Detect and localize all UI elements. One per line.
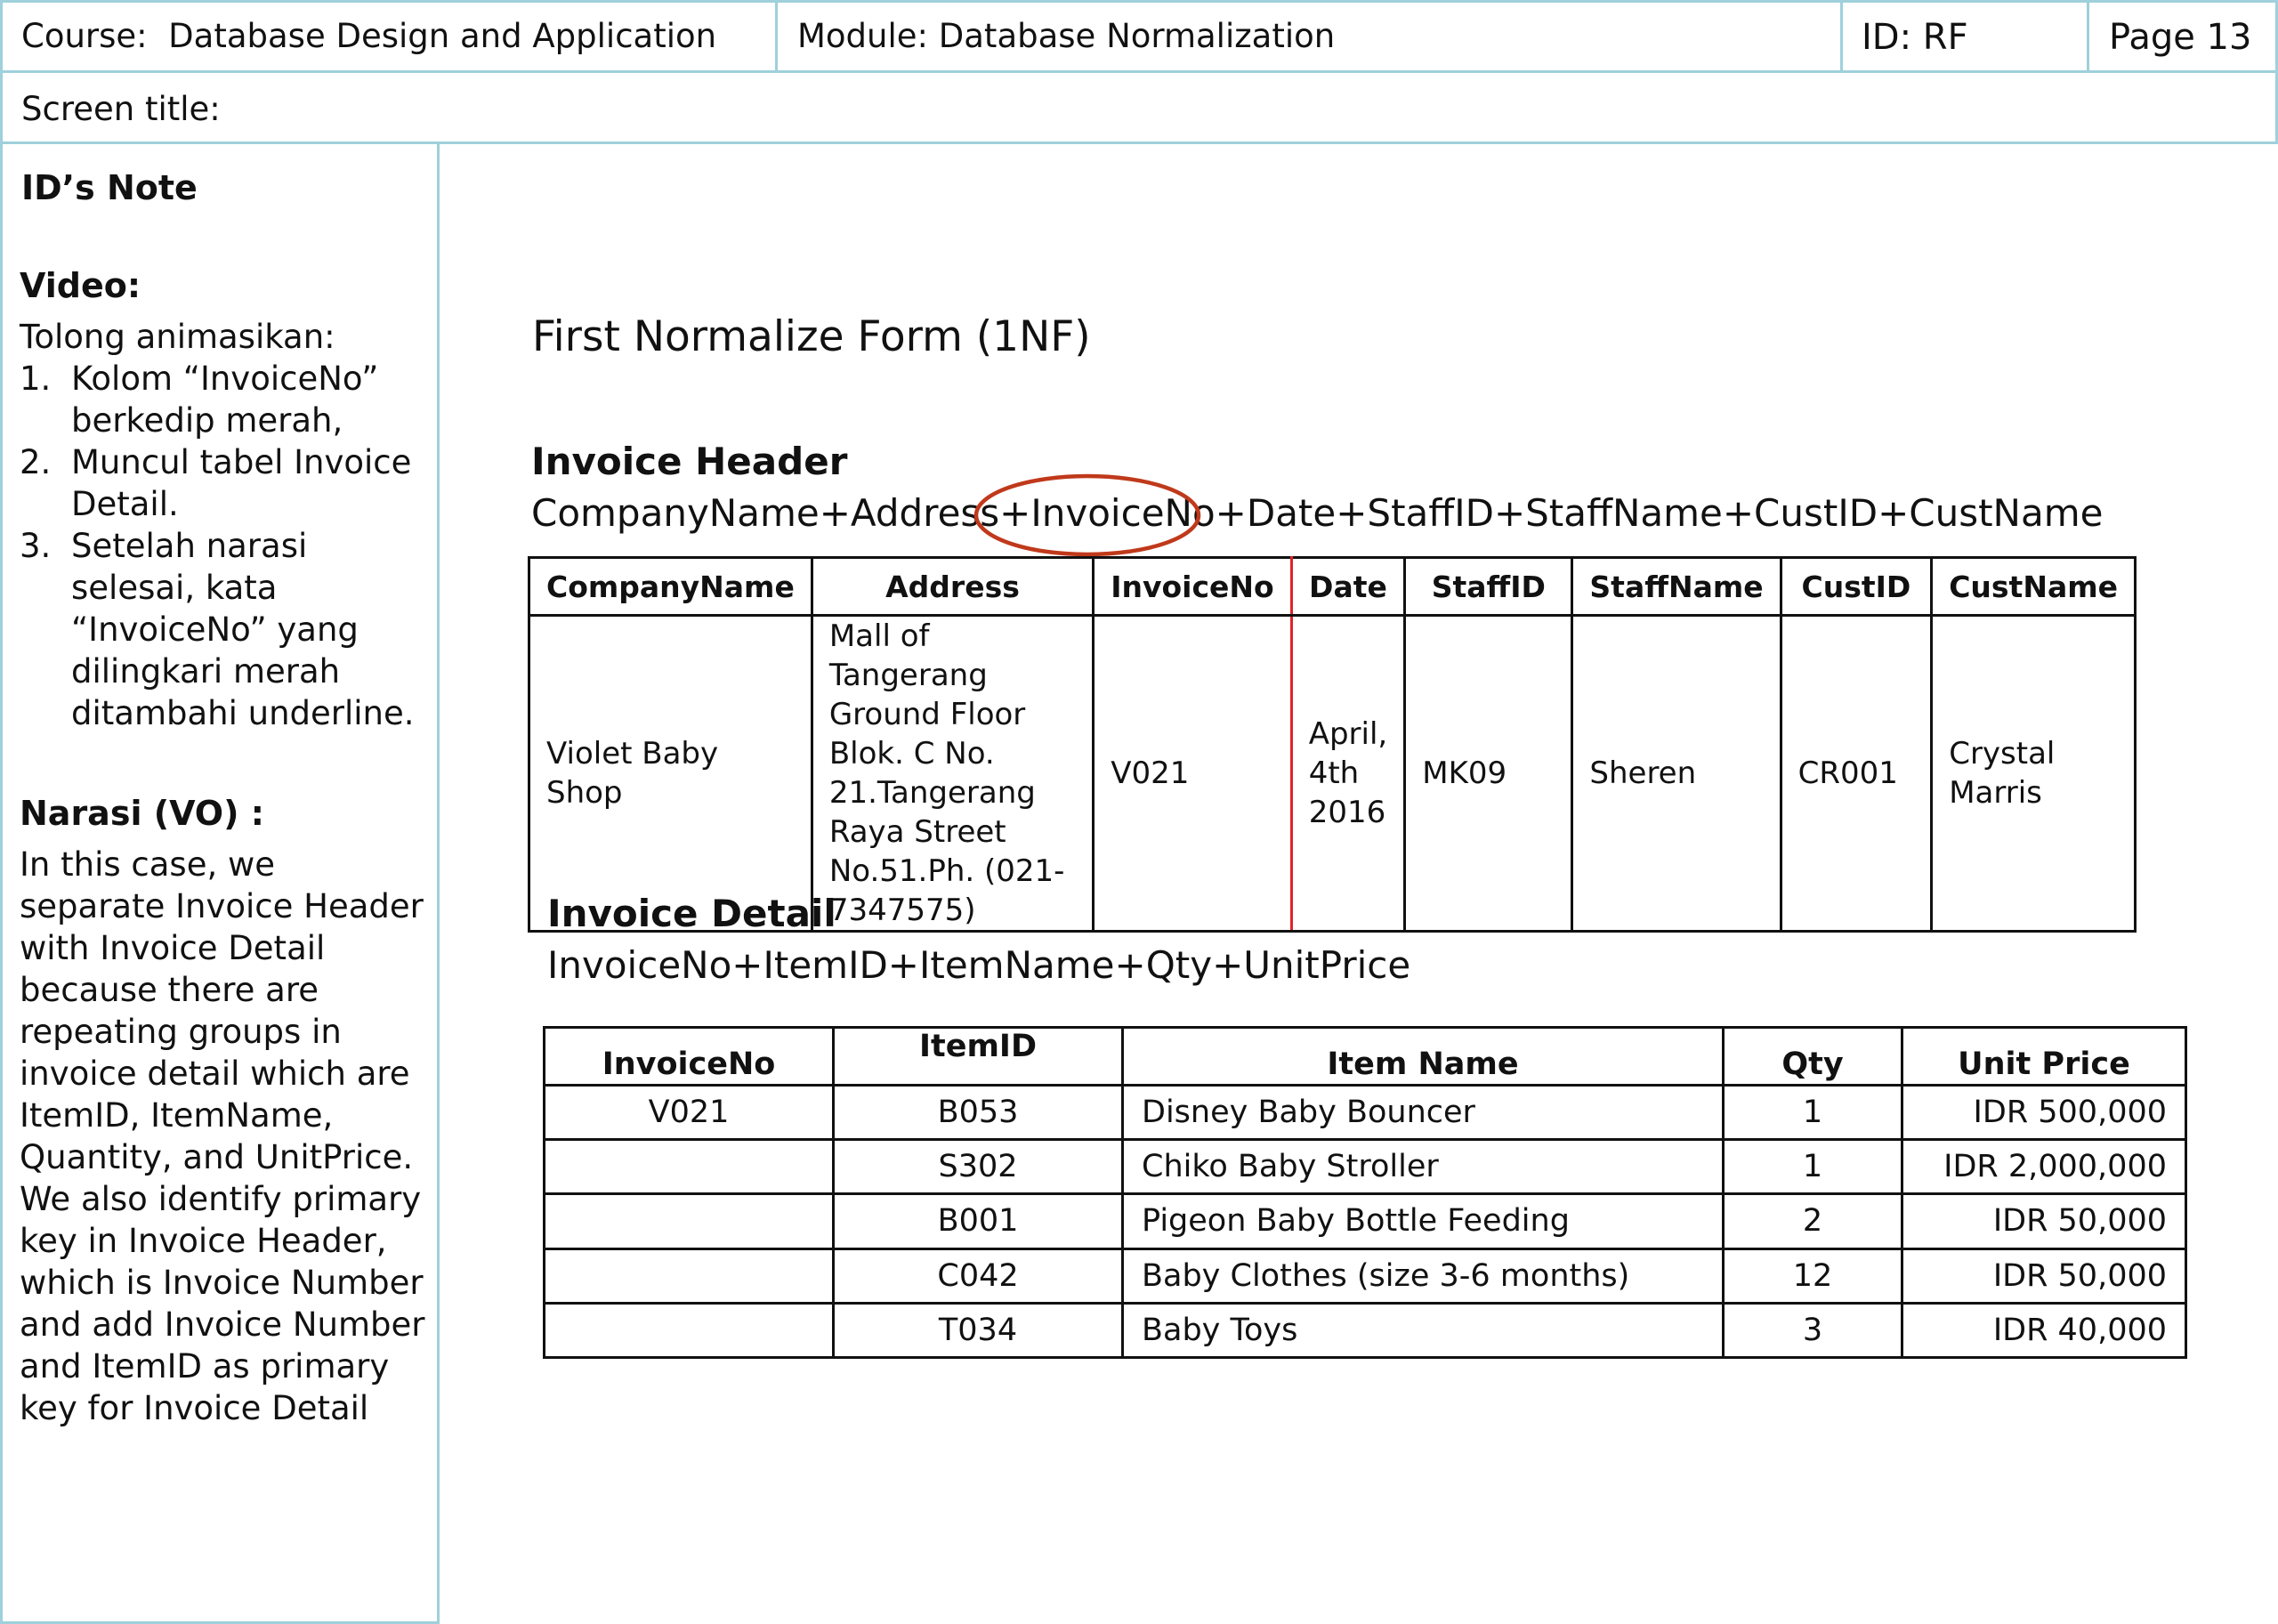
column-header: StaffName (1572, 558, 1781, 616)
animation-steps (20, 358, 429, 734)
table-cell: V021 (1094, 616, 1292, 932)
column-header: Item Name (1123, 1028, 1724, 1086)
table-cell: B053 (834, 1086, 1123, 1140)
table-header-row (545, 1028, 2186, 1086)
video-intro: Tolong animasikan: (20, 318, 335, 356)
invoice-header-title: Invoice Header (531, 440, 848, 483)
table-cell: S302 (834, 1140, 1123, 1194)
list-item: 2. Muncul tabel Invoice Detail. (20, 443, 412, 523)
table-cell: Baby Clothes (size 3-6 months) (1123, 1248, 1724, 1303)
column-header: Qty (1724, 1028, 1902, 1086)
highlight-ellipse (973, 473, 1202, 558)
table-cell: 3 (1724, 1303, 1902, 1357)
screen-title-cell (0, 70, 2278, 144)
invoice-header-table (528, 556, 2137, 933)
column-header: Address (812, 558, 1093, 616)
ids-note-heading: ID’s Note (21, 168, 198, 207)
table-cell: CR001 (1781, 616, 1932, 932)
table-row (529, 616, 2136, 932)
table-cell: C042 (834, 1248, 1123, 1303)
invoice-detail-table (543, 1026, 2187, 1359)
table-cell (545, 1194, 834, 1248)
table-cell: IDR 50,000 (1902, 1248, 2186, 1303)
table-cell: Chiko Baby Stroller (1123, 1140, 1724, 1194)
list-item: 1. Kolom “InvoiceNo” berkedip merah, (20, 360, 379, 440)
table-cell: Disney Baby Bouncer (1123, 1086, 1724, 1140)
table-cell: 1 (1724, 1140, 1902, 1194)
table-cell: V021 (545, 1086, 834, 1140)
table-cell: Violet Baby Shop (529, 616, 812, 932)
column-header: StaffID (1405, 558, 1572, 616)
table-cell: IDR 2,000,000 (1902, 1140, 2186, 1194)
table-cell: 12 (1724, 1248, 1902, 1303)
table-cell: 2 (1724, 1194, 1902, 1248)
column-header: CustID (1781, 558, 1932, 616)
table-row (545, 1140, 2186, 1194)
column-header: Date (1291, 558, 1405, 616)
module-label: Module: Database Normalization (797, 17, 1336, 55)
table-cell: April, 4th 2016 (1291, 616, 1405, 932)
table-cell: MK09 (1405, 616, 1572, 932)
table-cell: IDR 50,000 (1902, 1194, 2186, 1248)
page-label: Page 13 (2109, 17, 2252, 58)
table-cell (545, 1303, 834, 1357)
invoice-detail-title: Invoice Detail (547, 892, 836, 935)
video-title: Video: (20, 266, 141, 305)
table-cell: Sheren (1572, 616, 1781, 932)
table-cell (545, 1140, 834, 1194)
table-cell: Baby Toys (1123, 1303, 1724, 1357)
column-header: CompanyName (529, 558, 812, 616)
invoice-detail-formula: InvoiceNo+ItemID+ItemName+Qty+UnitPrice (547, 943, 1411, 987)
table-row (545, 1303, 2186, 1357)
table-row (545, 1248, 2186, 1303)
table-cell: B001 (834, 1194, 1123, 1248)
table-cell: 1 (1724, 1086, 1902, 1140)
id-label: ID: RF (1862, 17, 1968, 58)
invoice-no-key: InvoiceNo (1030, 491, 1216, 535)
column-header: Unit Price (1902, 1028, 2186, 1086)
column-header: ItemID (834, 1028, 1123, 1086)
table-cell: IDR 40,000 (1902, 1303, 2186, 1357)
list-item: 3. Setelah narasi selesai, kata “InvoiceNo” yang dilingkari merah ditambahi underline. (20, 527, 415, 732)
course-label: Course: Database Design and Application (21, 17, 717, 55)
narration-title: Narasi (VO) : (20, 794, 264, 833)
invoice-header-formula: CompanyName+Address+InvoiceNo+Date+StaffID+StaffName+CustID+CustName (531, 491, 2104, 535)
table-cell: Mall of Tangerang Ground Floor Blok. C No. 21.Tangerang Raya Street No.51.Ph. (021-7347575) (812, 616, 1093, 932)
table-cell: T034 (834, 1303, 1123, 1357)
page-title: First Normalize Form (1NF) (532, 312, 1091, 361)
table-row (545, 1194, 2186, 1248)
table-cell: Pigeon Baby Bottle Feeding (1123, 1194, 1724, 1248)
table-row (545, 1086, 2186, 1140)
table-cell (545, 1248, 834, 1303)
table-header-row (529, 558, 2136, 616)
screen-title-label: Screen title: (21, 90, 221, 128)
sidebar-notes (20, 265, 429, 1429)
column-header: CustName (1932, 558, 2136, 616)
column-header: InvoiceNo (1094, 558, 1292, 616)
table-cell: Crystal Marris (1932, 616, 2136, 932)
table-cell: IDR 500,000 (1902, 1086, 2186, 1140)
column-header: InvoiceNo (545, 1028, 834, 1086)
narration-text: In this case, we separate Invoice Header with Invoice Detail because there are repeating groups in invoice detail which are ItemID, ItemName, Quantity, and UnitPrice. We also identify primary key in Invoice Header, which is Invoice Number and add Invoice Number and ItemID as primary key for Invoice Detail (20, 845, 425, 1427)
